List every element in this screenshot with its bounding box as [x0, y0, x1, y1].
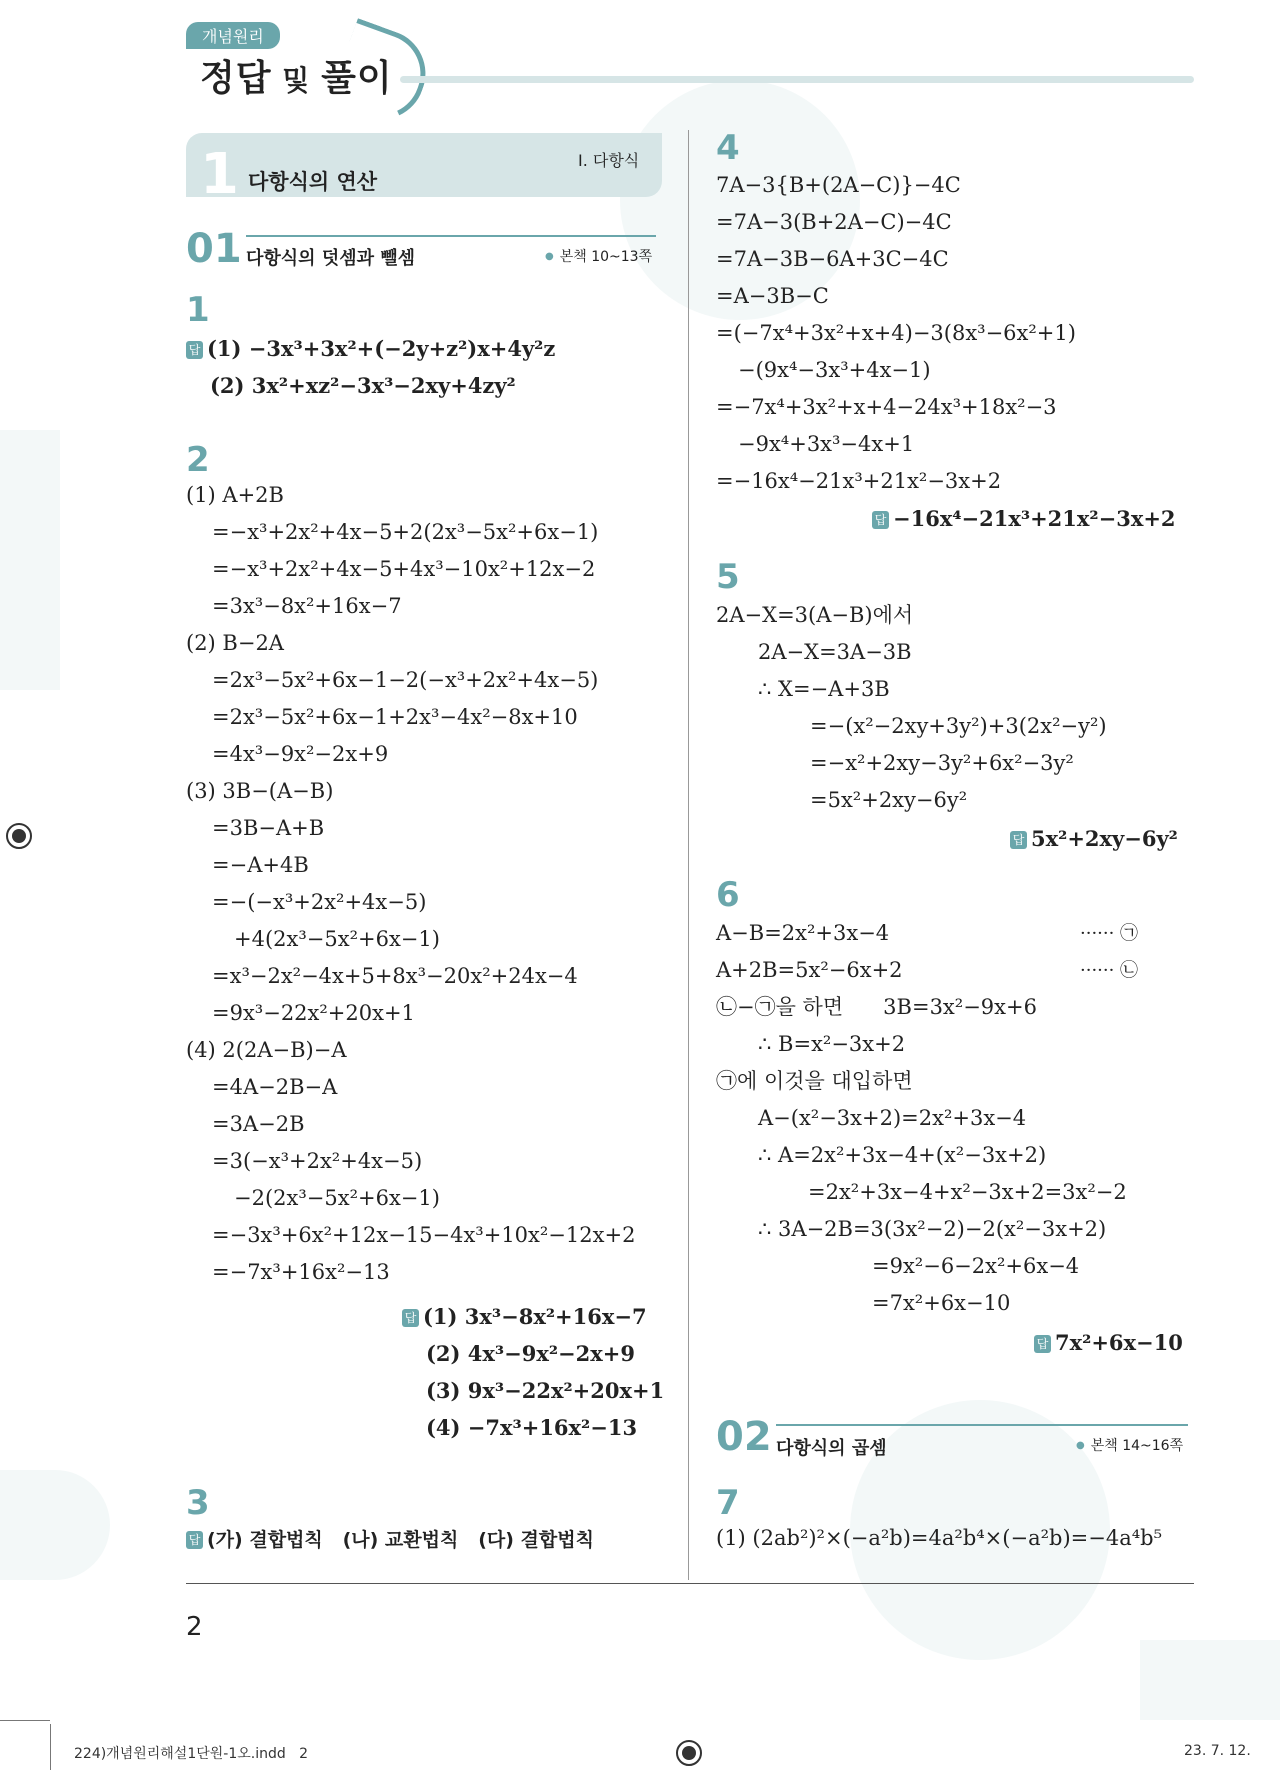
math-line: ∴ A=2x²+3x−4+(x²−3x+2) — [758, 1143, 1047, 1167]
answer-line — [402, 1298, 664, 1335]
math-line: ∴ X=−A+3B — [758, 677, 890, 701]
math-line: =9x²−6−2x²+6x−4 — [872, 1254, 1080, 1278]
section-ref: ● 본책 14~16쪽 — [1076, 1435, 1183, 1455]
math-line: =−3x³+6x²+12x−15−4x³+10x²−12x+2 — [212, 1223, 636, 1247]
answer-line — [186, 1522, 594, 1559]
section-line — [246, 235, 656, 237]
math-line: (1) −3x³+3x²+(−2y+z²)x+4y²z — [207, 336, 556, 361]
math-line: ∴ B=x²−3x+2 — [758, 1032, 906, 1056]
section-line — [776, 1424, 1188, 1426]
math-line: −16x⁴−21x³+21x²−3x+2 — [893, 506, 1176, 531]
column-divider — [688, 130, 689, 1580]
section-title: 다항식의 덧셈과 뺄셈 — [246, 248, 416, 269]
header-curve — [327, 18, 438, 132]
math-line: ㉠에 이것을 대입하면 — [716, 1069, 913, 1093]
footer-date: 23. 7. 12. — [1184, 1743, 1251, 1759]
math-line: =(−7x⁴+3x²+x+4)−3(8x³−6x²+1) — [716, 321, 1076, 345]
math-line: =−7x⁴+3x²+x+4−24x³+18x²−3 — [716, 395, 1057, 419]
math-line: =3(−x³+2x²+4x−5) — [212, 1149, 423, 1173]
math-line: =−(−x³+2x²+4x−5) — [212, 890, 427, 914]
answer-tag-icon: 답 — [186, 341, 203, 359]
chapter-number: 1 — [200, 142, 239, 207]
header-rule — [400, 76, 1194, 83]
equation-mark: ······ ㉡ — [1080, 960, 1139, 981]
section-ref: ● 본책 10~13쪽 — [545, 246, 652, 266]
math-line: =4x³−9x²−2x+9 — [212, 742, 389, 766]
answer-line: (2) 3x²+xz²−3x³−2xy+4zy² — [210, 373, 516, 398]
answer-line: (3) 9x³−22x²+20x+1 — [426, 1378, 665, 1403]
page-title-part: 정답 — [200, 58, 272, 99]
answer-line: (2) 4x³−9x²−2x+9 — [426, 1341, 635, 1366]
equation-mark: ······ ㉠ — [1080, 923, 1139, 944]
math-line: =−x³+2x²+4x−5+4x³−10x²+12x−2 — [212, 557, 596, 581]
math-line: −2(2x³−5x²+6x−1) — [234, 1186, 440, 1210]
math-line: 5x²+2xy−6y² — [1031, 826, 1178, 851]
answer-tag-icon: 답 — [1034, 1335, 1051, 1353]
watermark-shape — [1140, 1640, 1280, 1720]
answer-line — [1010, 820, 1178, 857]
math-line: =5x²+2xy−6y² — [810, 788, 968, 812]
math-line: ㉡−㉠을 하면 3B=3x²−9x+6 — [716, 995, 1037, 1019]
math-line: (가) 결합법칙 (나) 교환법칙 (다) 결합법칙 — [207, 1529, 594, 1551]
math-line: (1) 3x³−8x²+16x−7 — [423, 1304, 647, 1329]
math-line: =−7x³+16x²−13 — [212, 1260, 390, 1284]
math-line: (4) 2(2A−B)−A — [186, 1038, 347, 1062]
answer-line — [872, 500, 1176, 537]
math-line: =−A+4B — [212, 853, 309, 877]
math-line: =A−3B−C — [716, 284, 829, 308]
math-line: =4A−2B−A — [212, 1075, 338, 1099]
header-badge: 개념원리 — [186, 22, 280, 49]
crop-mark — [50, 1724, 51, 1770]
math-line: =3A−2B — [212, 1112, 305, 1136]
watermark-shape — [0, 1470, 110, 1580]
answer-line: (4) −7x³+16x²−13 — [426, 1415, 638, 1440]
answer-line — [186, 330, 555, 367]
question-number: 6 — [716, 875, 740, 915]
page-number: 2 — [186, 1612, 203, 1642]
math-line: =2x³−5x²+6x−1+2x³−4x²−8x+10 — [212, 705, 578, 729]
chapter-unit: I. 다항식 — [578, 151, 640, 170]
math-line: =−x³+2x²+4x−5+2(2x³−5x²+6x−1) — [212, 520, 599, 544]
math-line: A−B=2x²+3x−4 — [716, 921, 890, 945]
math-line: =3x³−8x²+16x−7 — [212, 594, 402, 618]
footer-file: 224)개념원리해설1단원-1오.indd 2 — [74, 1746, 309, 1762]
math-line: −9x⁴+3x³−4x+1 — [738, 432, 915, 456]
answer-tag-icon: 답 — [402, 1309, 419, 1327]
question-number: 1 — [186, 290, 210, 330]
question-number: 3 — [186, 1483, 210, 1523]
math-line: =2x³−5x²+6x−1−2(−x³+2x²+4x−5) — [212, 668, 599, 692]
chapter-title: 다항식의 연산 — [248, 170, 378, 194]
math-line: =7A−3B−6A+3C−4C — [716, 247, 949, 271]
math-line: 7A−3{B+(2A−C)}−4C — [716, 173, 961, 197]
answer-line — [1034, 1324, 1183, 1361]
math-line: A+2B=5x²−6x+2 — [716, 958, 903, 982]
math-line: =−(x²−2xy+3y²)+3(2x²−y²) — [810, 714, 1107, 738]
math-line: =7x²+6x−10 — [872, 1291, 1011, 1315]
math-line: (2) B−2A — [186, 631, 284, 655]
math-line: (1) (2ab²)²×(−a²b)=4a²b⁴×(−a²b)=−4a⁴b⁵ — [716, 1526, 1162, 1550]
page-title-part: 및 — [271, 64, 322, 97]
section-title: 다항식의 곱셈 — [776, 1438, 887, 1459]
math-line: =2x²+3x−4+x²−3x+2=3x²−2 — [808, 1180, 1127, 1204]
math-line: −(9x⁴−3x³+4x−1) — [738, 358, 931, 382]
math-line: =9x³−22x²+20x+1 — [212, 1001, 415, 1025]
math-line: 2A−X=3A−3B — [758, 640, 912, 664]
math-line: ∴ 3A−2B=3(3x²−2)−2(x²−3x+2) — [758, 1217, 1107, 1241]
registration-mark-icon — [676, 1740, 702, 1766]
answer-tag-icon: 답 — [186, 1531, 203, 1549]
math-line: 7x²+6x−10 — [1055, 1330, 1183, 1355]
answer-tag-icon: 답 — [1010, 831, 1027, 849]
math-line: =−16x⁴−21x³+21x²−3x+2 — [716, 469, 1002, 493]
crop-mark — [0, 1720, 50, 1721]
question-number: 5 — [716, 557, 740, 597]
page-title-part: 풀이 — [321, 58, 393, 99]
math-line: (1) A+2B — [186, 483, 284, 507]
registration-mark-icon — [6, 823, 32, 849]
math-line: =3B−A+B — [212, 816, 325, 840]
question-number: 7 — [716, 1483, 740, 1523]
math-line: +4(2x³−5x²+6x−1) — [234, 927, 440, 951]
question-number: 2 — [186, 440, 210, 480]
math-line: 2A−X=3(A−B)에서 — [716, 603, 914, 627]
math-line: =−x²+2xy−3y²+6x²−3y² — [810, 751, 1074, 775]
answer-tag-icon: 답 — [872, 511, 889, 529]
math-line: =x³−2x²−4x+5+8x³−20x²+24x−4 — [212, 964, 578, 988]
section-number: 01 — [186, 226, 242, 272]
math-line: (3) 3B−(A−B) — [186, 779, 334, 803]
math-line: A−(x²−3x+2)=2x²+3x−4 — [758, 1106, 1027, 1130]
math-line: =7A−3(B+2A−C)−4C — [716, 210, 952, 234]
section-number: 02 — [716, 1414, 772, 1460]
bottom-rule — [186, 1583, 1194, 1584]
watermark-shape — [0, 430, 60, 690]
question-number: 4 — [716, 128, 740, 168]
